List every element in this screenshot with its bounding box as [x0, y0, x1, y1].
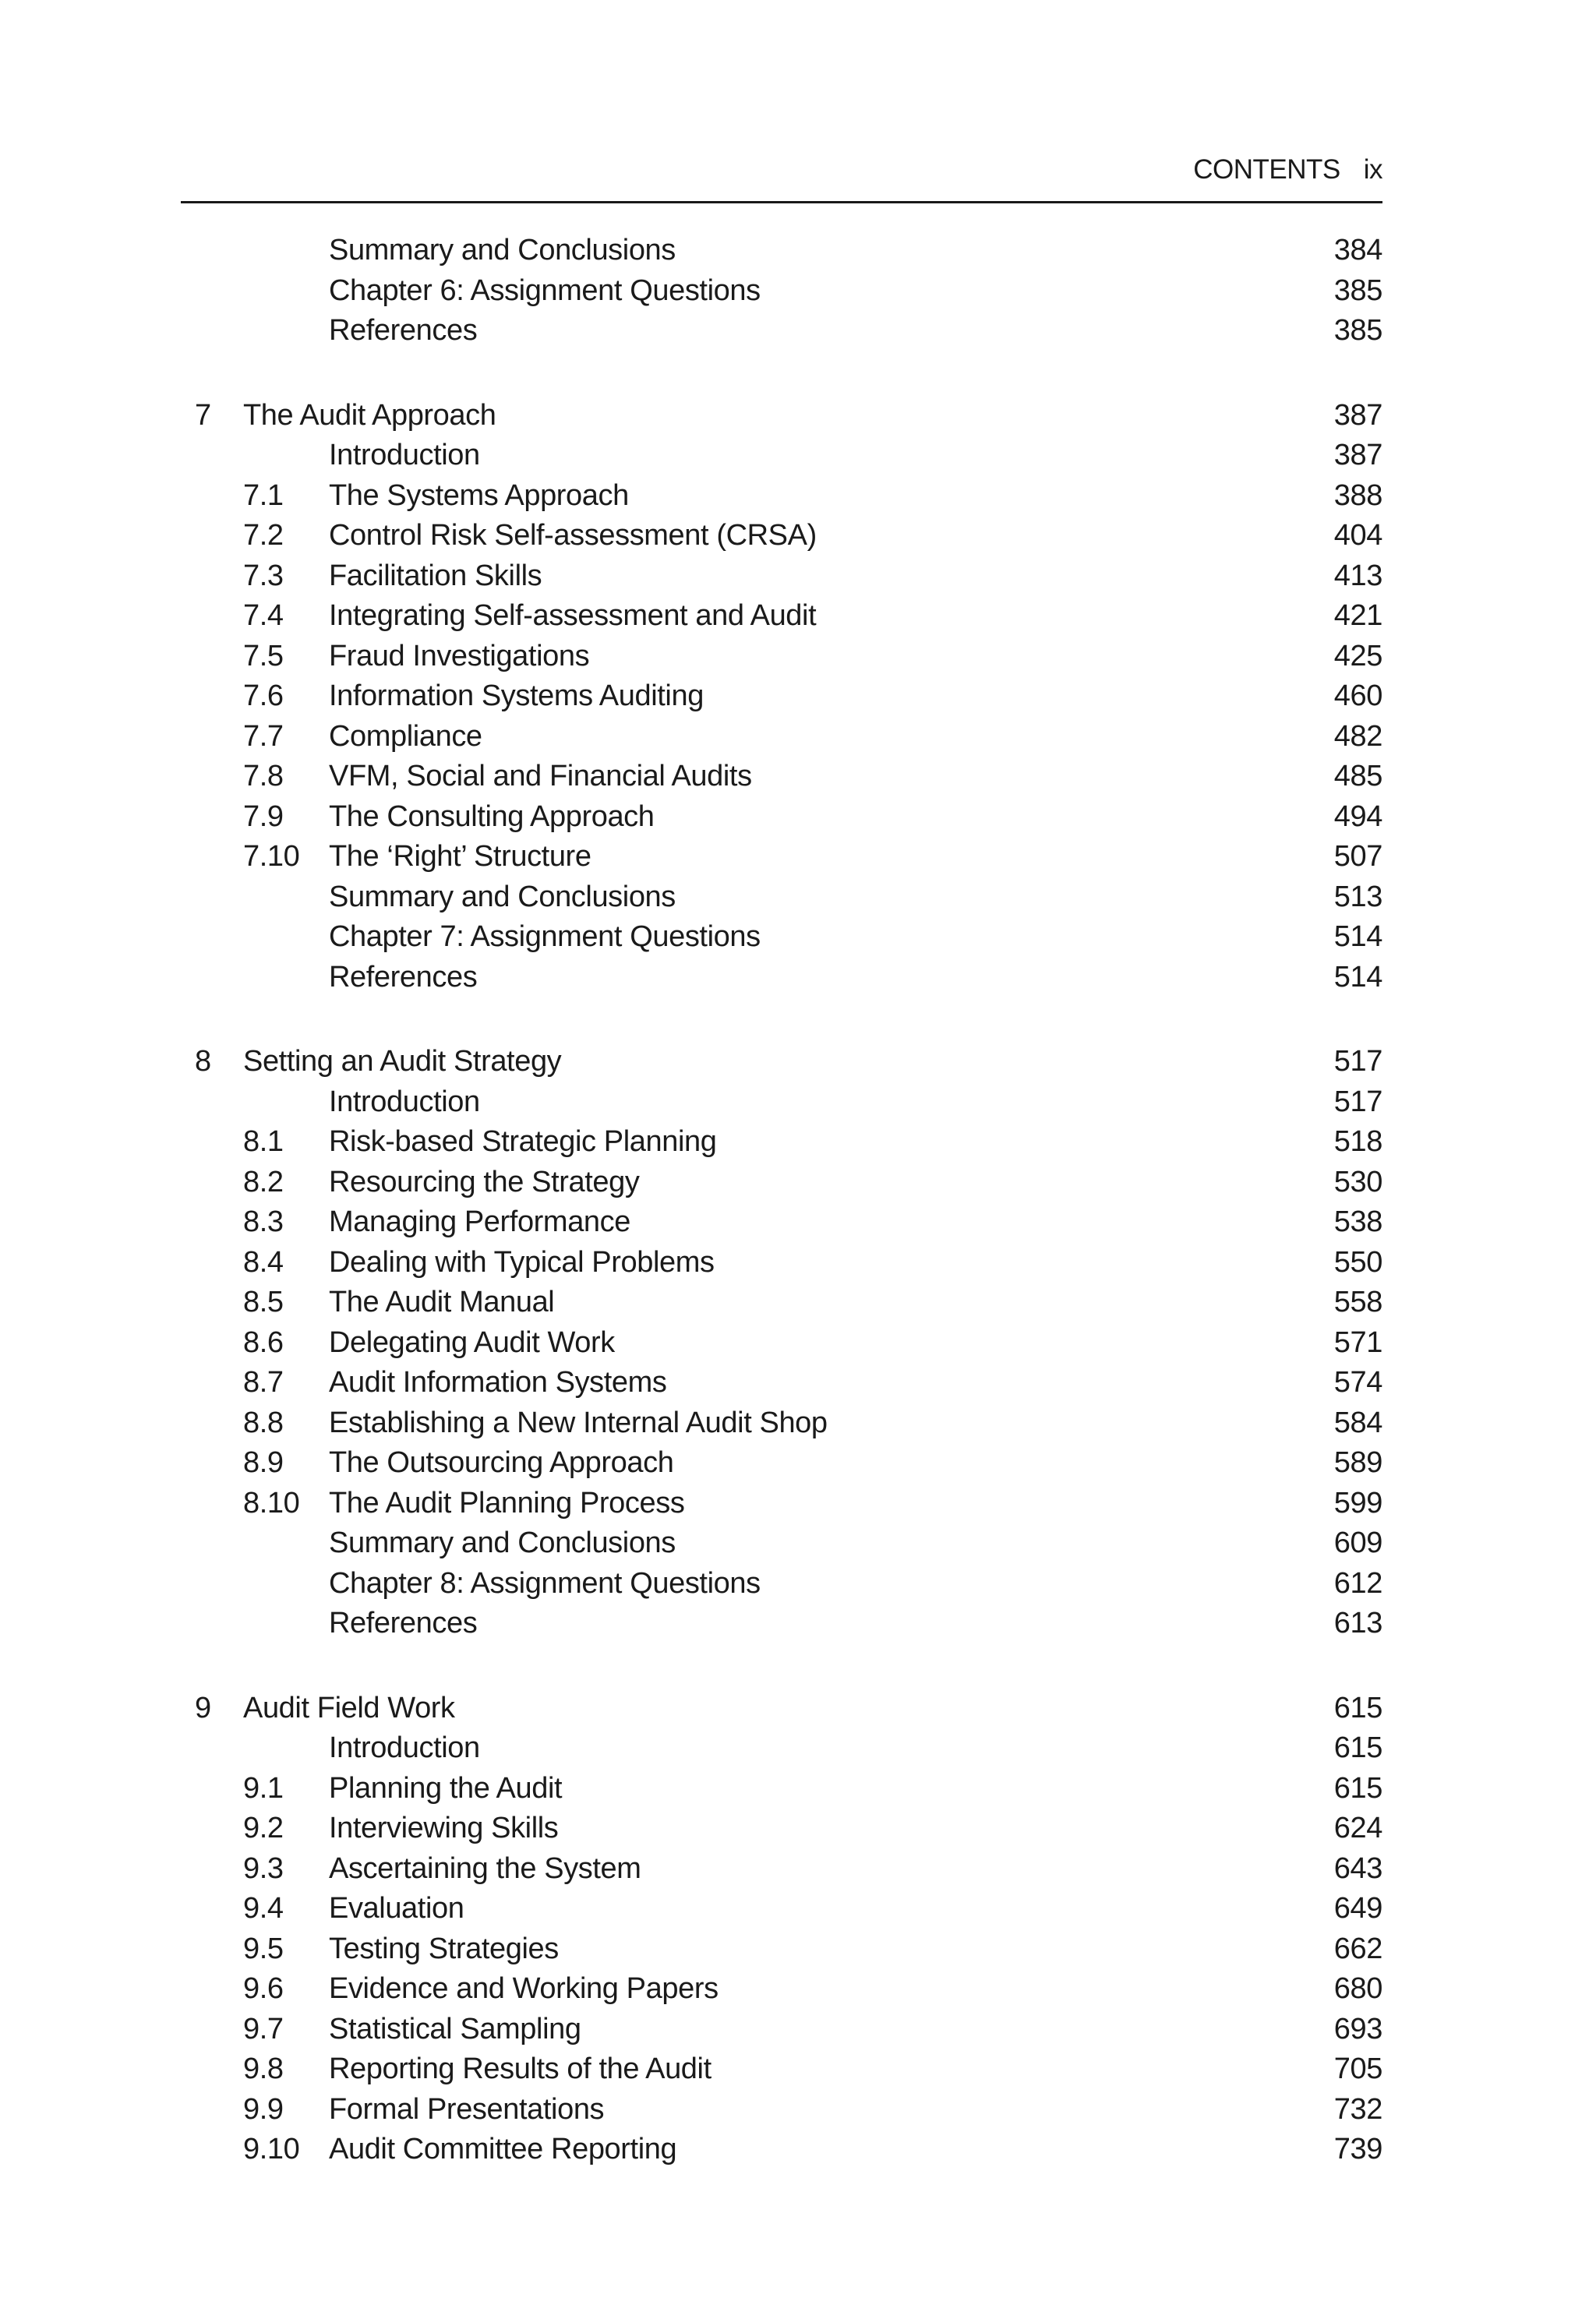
toc-entry-title: Evidence and Working Papers [329, 1972, 719, 2005]
toc-entry-title: Integrating Self-assessment and Audit [329, 599, 817, 632]
toc-entry-page: 482 [1333, 719, 1382, 753]
toc-entry-title: Audit Information Systems [329, 1366, 667, 1399]
toc-entry-number: 9.1 [243, 1771, 284, 1805]
table-of-contents [181, 231, 1382, 2170]
toc-entry-page: 732 [1333, 2092, 1382, 2126]
toc-chapter-entry [181, 396, 1382, 436]
toc-entry-title: References [329, 960, 478, 994]
toc-entry [181, 1523, 1382, 1564]
toc-entry [181, 1809, 1382, 1849]
toc-entry-title: Compliance [329, 719, 482, 753]
toc-entry-title: Fraud Investigations [329, 639, 590, 672]
toc-entry-title: Introduction [329, 1085, 480, 1118]
toc-entry-page: 662 [1333, 1932, 1382, 1965]
toc-entry-page: 615 [1333, 1771, 1382, 1805]
toc-entry-page: 609 [1333, 1527, 1382, 1559]
toc-entry-title: Chapter 6: Assignment Questions [329, 274, 761, 307]
toc-entry-title: Chapter 8: Assignment Questions [329, 1566, 761, 1600]
toc-entry-page: 615 [1333, 1731, 1382, 1764]
toc-entry-number: 7.9 [243, 799, 284, 833]
toc-entry [181, 1122, 1382, 1163]
toc-entry [181, 1849, 1382, 1890]
toc-entry-title: Planning the Audit [329, 1771, 563, 1805]
toc-entry-number: 7.6 [243, 679, 284, 712]
toc-entry-number: 8.10 [243, 1486, 300, 1520]
toc-entry-title: The Consulting Approach [329, 799, 655, 833]
toc-entry-number: 9.9 [243, 2092, 284, 2126]
toc-entry-page: 507 [1333, 840, 1382, 873]
toc-chapter-entry [181, 1689, 1382, 1729]
toc-entry-page: 421 [1333, 599, 1382, 632]
toc-entry [181, 1163, 1382, 1203]
toc-entry-number: 9.8 [243, 2053, 284, 2085]
toc-entry-title: VFM, Social and Financial Audits [329, 760, 752, 792]
toc-entry-number: 7.7 [243, 719, 284, 753]
toc-entry-title: References [329, 314, 478, 347]
toc-entry-number: 8 [195, 1045, 211, 1078]
toc-entry-title: Establishing a New Internal Audit Shop [329, 1406, 828, 1439]
toc-entry-page: 613 [1333, 1607, 1382, 1640]
toc-entry [181, 1769, 1382, 1809]
running-header [181, 150, 1382, 203]
toc-entry-page: 494 [1333, 799, 1382, 833]
toc-entry-number: 7.5 [243, 639, 284, 672]
toc-entry-page: 387 [1333, 398, 1382, 432]
toc-entry-number: 8.8 [243, 1406, 284, 1439]
toc-entry [181, 1604, 1382, 1644]
toc-entry-title: The Audit Approach [243, 398, 496, 432]
toc-entry-number: 7.4 [243, 599, 284, 632]
toc-entry-number: 8.3 [243, 1205, 284, 1238]
toc-entry-number: 7.2 [243, 519, 284, 552]
toc-entry [181, 717, 1382, 757]
toc-entry-number: 8.6 [243, 1325, 284, 1359]
toc-entry-page: 404 [1333, 519, 1382, 552]
toc-entry [181, 1728, 1382, 1769]
toc-entry-title: Risk-based Strategic Planning [329, 1125, 717, 1158]
toc-entry-title: Delegating Audit Work [329, 1325, 615, 1359]
toc-entry-number: 9.3 [243, 1851, 284, 1885]
toc-entry-title: Setting an Audit Strategy [243, 1045, 562, 1078]
toc-entry-page: 574 [1333, 1366, 1382, 1399]
toc-entry [181, 2010, 1382, 2050]
toc-chapter-entry [181, 1042, 1382, 1082]
toc-entry-page: 643 [1333, 1851, 1382, 1885]
toc-entry-page: 615 [1333, 1691, 1382, 1724]
toc-entry [181, 2049, 1382, 2090]
toc-entry-page: 693 [1333, 2012, 1382, 2045]
toc-entry-number: 9 [195, 1691, 211, 1724]
toc-entry-title: Information Systems Auditing [329, 679, 704, 712]
toc-entry [181, 1969, 1382, 2010]
toc-entry-page: 517 [1333, 1085, 1382, 1118]
toc-entry-number: 9.10 [243, 2133, 300, 2165]
toc-entry-title: Summary and Conclusions [329, 1527, 676, 1559]
toc-entry [181, 271, 1382, 312]
toc-entry-number: 7.3 [243, 559, 284, 592]
toc-entry-page: 384 [1333, 234, 1382, 266]
toc-entry-page: 550 [1333, 1245, 1382, 1279]
toc-entry-title: Interviewing Skills [329, 1812, 559, 1844]
toc-entry-number: 8.9 [243, 1446, 284, 1479]
toc-entry-number: 8.4 [243, 1245, 284, 1279]
toc-entry [181, 676, 1382, 717]
toc-entry-title: Managing Performance [329, 1205, 630, 1238]
toc-entry-page: 517 [1333, 1045, 1382, 1078]
toc-entry [181, 231, 1382, 271]
toc-entry [181, 1403, 1382, 1444]
toc-entry-number: 8.7 [243, 1366, 284, 1399]
toc-entry-number: 9.6 [243, 1972, 284, 2005]
toc-entry-title: Evaluation [329, 1892, 464, 1925]
toc-entry-page: 460 [1333, 679, 1382, 712]
toc-entry-page: 705 [1333, 2053, 1382, 2085]
toc-entry-page: 385 [1333, 274, 1382, 307]
toc-entry-title: Reporting Results of the Audit [329, 2053, 711, 2085]
toc-entry-page: 518 [1333, 1125, 1382, 1158]
toc-entry-page: 513 [1333, 880, 1382, 913]
toc-entry [181, 1283, 1382, 1323]
toc-entry-page: 571 [1333, 1325, 1382, 1359]
toc-entry-page: 530 [1333, 1165, 1382, 1198]
toc-entry-title: Audit Committee Reporting [329, 2133, 677, 2165]
toc-entry-title: Chapter 7: Assignment Questions [329, 920, 761, 953]
toc-entry-page: 514 [1333, 960, 1382, 994]
header-page-number: ix [1363, 154, 1382, 185]
toc-entry-page: 612 [1333, 1566, 1382, 1600]
toc-entry [181, 1443, 1382, 1484]
toc-entry-number: 9.5 [243, 1932, 284, 1965]
toc-entry [181, 596, 1382, 637]
toc-entry-title: Introduction [329, 439, 480, 471]
toc-entry [181, 637, 1382, 677]
header-section-label: CONTENTS [1193, 154, 1340, 185]
toc-entry [181, 556, 1382, 597]
toc-entry [181, 917, 1382, 958]
toc-entry [181, 1363, 1382, 1403]
toc-entry-title: References [329, 1607, 478, 1640]
toc-entry-number: 9.2 [243, 1812, 284, 1844]
toc-entry-page: 624 [1333, 1812, 1382, 1844]
toc-entry-page: 680 [1333, 1972, 1382, 2005]
toc-entry-title: The Audit Planning Process [329, 1486, 685, 1520]
toc-entry-page: 584 [1333, 1406, 1382, 1439]
toc-entry-page: 739 [1333, 2133, 1382, 2165]
toc-entry [181, 797, 1382, 838]
toc-entry [181, 1202, 1382, 1243]
toc-entry-number: 8.1 [243, 1125, 284, 1158]
toc-entry [181, 1889, 1382, 1929]
toc-entry-page: 538 [1333, 1205, 1382, 1238]
toc-entry [181, 1082, 1382, 1123]
toc-entry [181, 1323, 1382, 1364]
toc-entry [181, 2090, 1382, 2130]
toc-entry-number: 7 [195, 398, 211, 432]
toc-entry-title: Formal Presentations [329, 2092, 605, 2126]
toc-entry [181, 837, 1382, 877]
toc-entry-title: Summary and Conclusions [329, 234, 676, 266]
toc-entry-title: Facilitation Skills [329, 559, 542, 592]
toc-entry-page: 387 [1333, 439, 1382, 471]
header-text [1193, 154, 1382, 185]
toc-entry [181, 311, 1382, 351]
toc-entry-number: 9.7 [243, 2012, 284, 2045]
toc-entry-number: 7.8 [243, 760, 284, 792]
toc-entry [181, 1564, 1382, 1604]
toc-entry [181, 757, 1382, 797]
toc-entry-page: 599 [1333, 1486, 1382, 1520]
toc-entry-page: 388 [1333, 478, 1382, 512]
toc-entry-title: Dealing with Typical Problems [329, 1245, 715, 1279]
toc-entry [181, 1929, 1382, 1970]
toc-entry-title: Introduction [329, 1731, 480, 1764]
toc-entry-title: Resourcing the Strategy [329, 1165, 640, 1198]
toc-entry-page: 385 [1333, 314, 1382, 347]
toc-entry [181, 877, 1382, 918]
toc-entry-title: Ascertaining the System [329, 1851, 641, 1885]
toc-entry [181, 1484, 1382, 1524]
toc-entry-page: 649 [1333, 1892, 1382, 1925]
toc-entry-title: Testing Strategies [329, 1932, 559, 1965]
toc-entry-number: 7.1 [243, 478, 284, 512]
toc-entry [181, 2130, 1382, 2170]
toc-entry-title: The Audit Manual [329, 1286, 555, 1318]
toc-entry-title: The ‘Right’ Structure [329, 840, 591, 873]
toc-entry-page: 485 [1333, 760, 1382, 792]
toc-entry-page: 425 [1333, 639, 1382, 672]
toc-entry [181, 516, 1382, 556]
toc-entry-title: The Systems Approach [329, 478, 629, 512]
toc-entry-title: Audit Field Work [243, 1691, 455, 1724]
toc-entry-page: 589 [1333, 1446, 1382, 1479]
toc-entry-page: 413 [1333, 559, 1382, 592]
toc-entry [181, 436, 1382, 476]
toc-entry-number: 9.4 [243, 1892, 284, 1925]
toc-entry-number: 8.2 [243, 1165, 284, 1198]
toc-entry-page: 558 [1333, 1286, 1382, 1318]
toc-entry-title: Statistical Sampling [329, 2012, 581, 2045]
toc-entry-number: 7.10 [243, 840, 300, 873]
toc-entry-title: Summary and Conclusions [329, 880, 676, 913]
toc-entry [181, 1243, 1382, 1283]
toc-entry [181, 476, 1382, 517]
toc-entry [181, 958, 1382, 998]
toc-entry-title: Control Risk Self-assessment (CRSA) [329, 519, 817, 552]
toc-entry-number: 8.5 [243, 1286, 284, 1318]
toc-entry-page: 514 [1333, 920, 1382, 953]
toc-entry-title: The Outsourcing Approach [329, 1446, 674, 1479]
